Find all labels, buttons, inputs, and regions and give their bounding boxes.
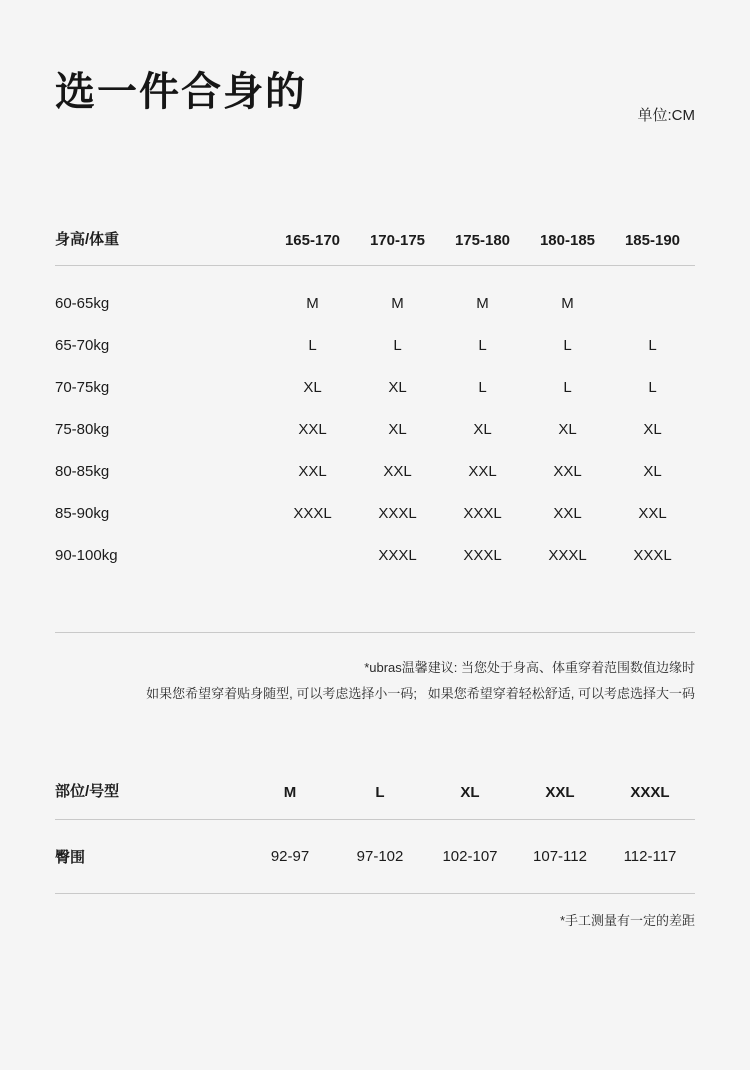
table-header-row (55, 207, 695, 266)
size-cell: M (476, 294, 489, 312)
size-cell: L (563, 378, 572, 396)
table-row (55, 820, 695, 894)
measurement-cell: 112-117 (623, 848, 677, 865)
table-row (55, 534, 695, 576)
note-line-2: 如果您希望穿着贴身随型, 可以考虑选择小一码; 如果您希望穿着轻松舒适, 可以考虑选择大一码 (146, 686, 695, 701)
measurement-cell: 97-102 (356, 848, 404, 865)
size-cell: XL (643, 462, 662, 480)
table-row (55, 492, 695, 534)
table-row (55, 366, 695, 408)
table-row (55, 324, 695, 366)
size-table-column-header: 180-185 (539, 232, 596, 249)
size-cell (270, 534, 355, 576)
size-cell: XL (473, 420, 492, 438)
measurement-column-header: M (283, 784, 297, 801)
row-label: 80-85kg (55, 462, 110, 480)
size-cell: L (308, 336, 317, 354)
row-label: 85-90kg (55, 504, 110, 522)
row-label: 90-100kg (55, 546, 118, 564)
measurement-cell: 102-107 (442, 848, 498, 865)
size-table-column-header: 165-170 (284, 232, 341, 249)
size-cell: XXXL (633, 546, 672, 564)
size-cell: XL (388, 420, 407, 438)
measurement-column-header: XXXL (630, 784, 670, 801)
size-table-header (55, 207, 695, 266)
size-cell: XL (303, 378, 322, 396)
unit-label: 单位:CM (637, 107, 695, 124)
size-cell: M (391, 294, 404, 312)
size-cell: L (648, 378, 657, 396)
table-header-row (55, 755, 695, 820)
size-cell: M (561, 294, 574, 312)
size-cell: XXXL (293, 504, 332, 522)
measurement-cell: 107-112 (533, 848, 587, 865)
row-label: 臀围 (55, 849, 86, 866)
measurement-cell: 92-97 (270, 848, 310, 865)
size-cell: M (306, 294, 319, 312)
size-cell: XXXL (378, 504, 417, 522)
table-row (55, 450, 695, 492)
size-cell: XXXL (378, 546, 417, 564)
row-label: 60-65kg (55, 294, 110, 312)
table-row (55, 408, 695, 450)
size-cell: XXL (298, 420, 327, 438)
size-cell: XXXL (463, 504, 502, 522)
size-cell: XXL (638, 504, 667, 522)
measurement-table (55, 755, 695, 894)
size-cell: L (563, 336, 572, 354)
measurement-table-body (55, 820, 695, 894)
measurement-column-header: L (375, 784, 385, 801)
size-cell: XXXL (463, 546, 502, 564)
measurement-footnote: *手工测量有一定的差距 (559, 913, 695, 928)
size-cell: XXL (383, 462, 412, 480)
size-recommendation-table (55, 207, 695, 576)
size-table-corner-label: 身高/体重 (55, 231, 120, 248)
size-cell: XXL (553, 504, 582, 522)
row-label: 65-70kg (55, 336, 110, 354)
measurement-column-header: XL (460, 784, 480, 801)
size-cell: XL (558, 420, 577, 438)
size-table-column-header: 170-175 (369, 232, 426, 249)
page-title: 选一件合身的 (55, 70, 307, 114)
size-cell: XXL (468, 462, 497, 480)
size-cell: XXL (553, 462, 582, 480)
page-header (55, 0, 695, 130)
size-cell (610, 266, 695, 325)
row-label: 75-80kg (55, 420, 110, 438)
size-advice-note (55, 632, 695, 707)
size-cell: XXXL (548, 546, 587, 564)
table-row (55, 266, 695, 325)
size-cell: XL (643, 420, 662, 438)
size-table-column-header: 185-190 (624, 232, 681, 249)
row-label: 70-75kg (55, 378, 110, 396)
size-cell: XL (388, 378, 407, 396)
size-cell: L (478, 336, 487, 354)
size-cell: L (648, 336, 657, 354)
size-cell: L (478, 378, 487, 396)
size-cell: L (393, 336, 402, 354)
measurement-column-header: XXL (545, 784, 575, 801)
size-table-column-header: 175-180 (454, 232, 511, 249)
measurement-table-corner-label: 部位/号型 (55, 783, 120, 800)
size-table-body (55, 266, 695, 577)
note-line-1: *ubras温馨建议: 当您处于身高、体重穿着范围数值边缘时 (364, 660, 695, 675)
size-cell: XXL (298, 462, 327, 480)
measurement-table-header (55, 755, 695, 820)
